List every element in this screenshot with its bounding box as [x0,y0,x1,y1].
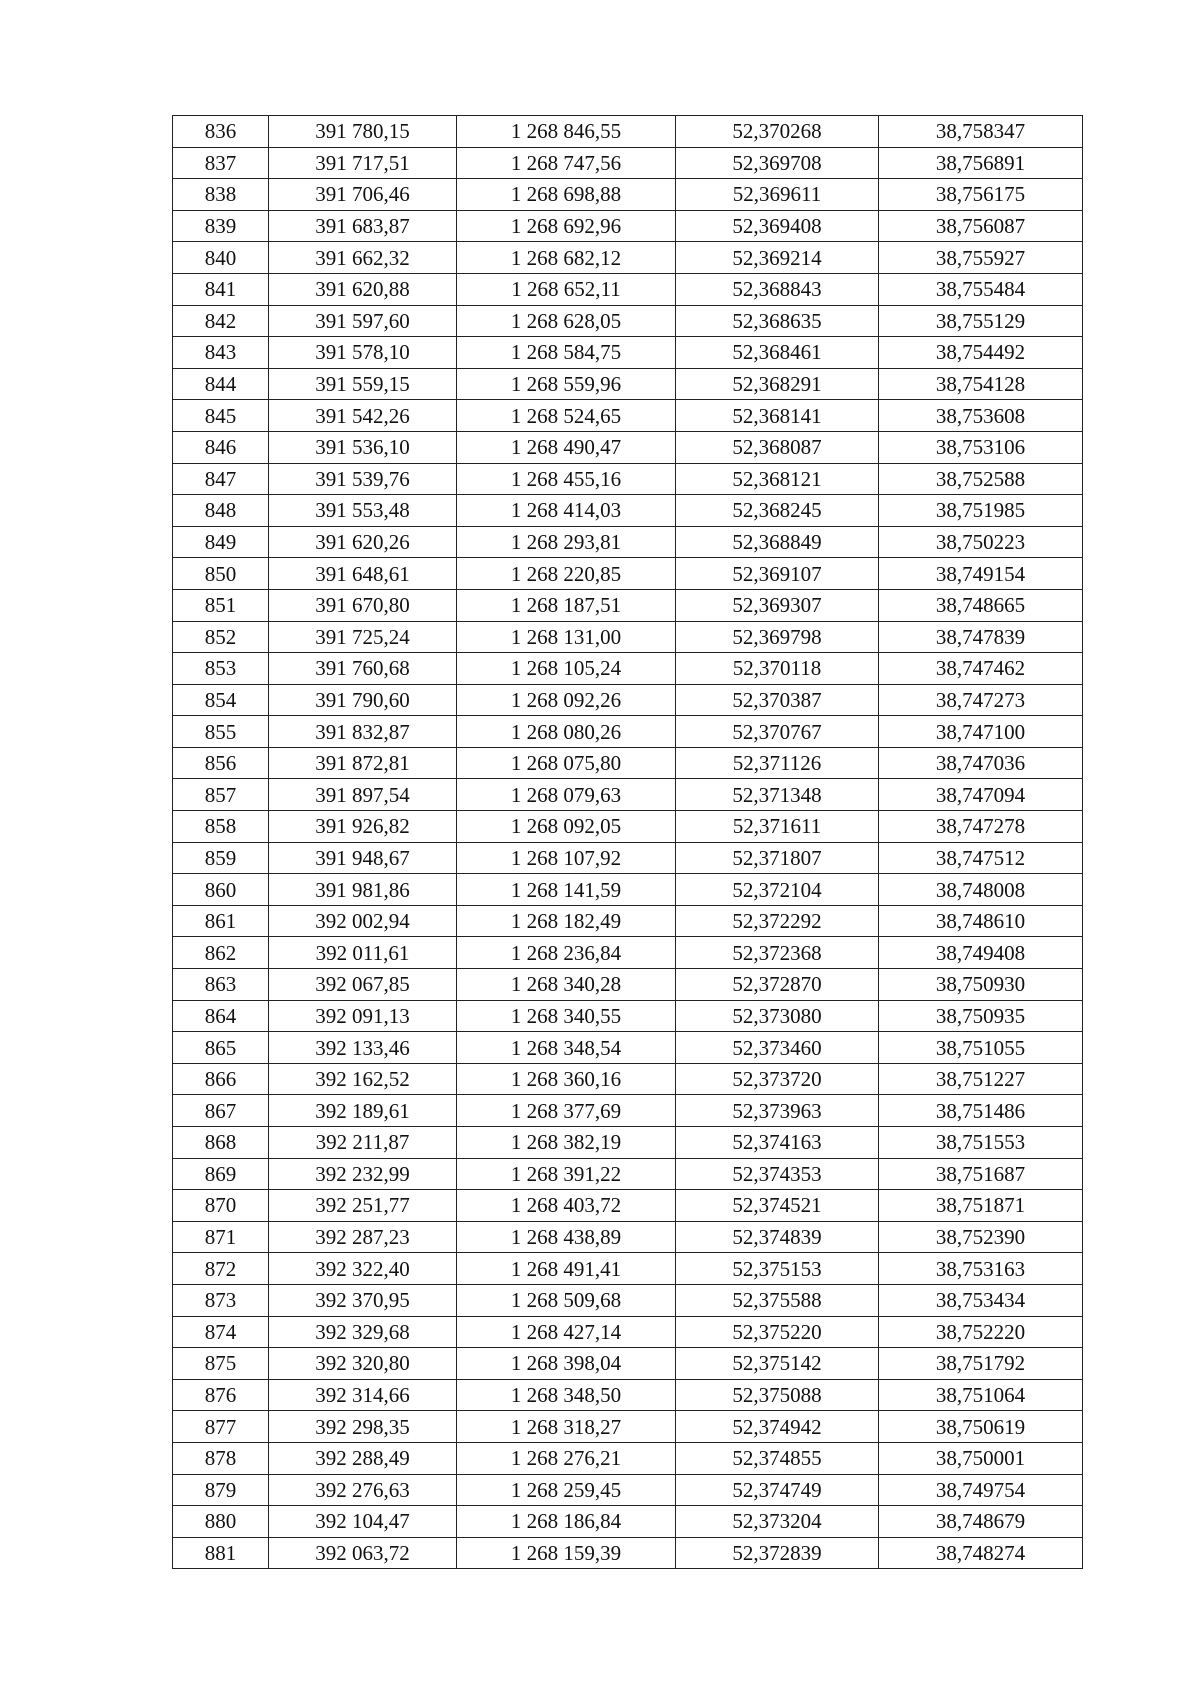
longitude-cell: 38,756175 [879,179,1083,211]
y-coordinate-cell: 1 268 348,50 [457,1379,676,1411]
table-row [173,337,1083,369]
y-coordinate-cell: 1 268 438,89 [457,1221,676,1253]
x-coordinate-cell: 391 926,82 [269,811,457,843]
y-coordinate-cell: 1 268 398,04 [457,1348,676,1380]
latitude-cell: 52,369214 [676,242,879,274]
point-number-cell: 842 [173,305,269,337]
x-coordinate-cell: 392 063,72 [269,1537,457,1569]
longitude-cell: 38,751486 [879,1095,1083,1127]
point-number-cell: 848 [173,495,269,527]
point-number-cell: 839 [173,210,269,242]
x-coordinate-cell: 391 790,60 [269,684,457,716]
x-coordinate-cell: 392 370,95 [269,1284,457,1316]
point-number-cell: 837 [173,147,269,179]
point-number-cell: 867 [173,1095,269,1127]
y-coordinate-cell: 1 268 747,56 [457,147,676,179]
table-row [173,621,1083,653]
longitude-cell: 38,750930 [879,969,1083,1001]
x-coordinate-cell: 392 288,49 [269,1442,457,1474]
y-coordinate-cell: 1 268 360,16 [457,1063,676,1095]
y-coordinate-cell: 1 268 455,16 [457,463,676,495]
y-coordinate-cell: 1 268 682,12 [457,242,676,274]
table-row [173,558,1083,590]
table-row [173,874,1083,906]
latitude-cell: 52,373720 [676,1063,879,1095]
table-row [173,1000,1083,1032]
longitude-cell: 38,752220 [879,1316,1083,1348]
point-number-cell: 850 [173,558,269,590]
x-coordinate-cell: 392 002,94 [269,905,457,937]
latitude-cell: 52,370268 [676,116,879,148]
y-coordinate-cell: 1 268 584,75 [457,337,676,369]
latitude-cell: 52,368635 [676,305,879,337]
x-coordinate-cell: 392 133,46 [269,1032,457,1064]
x-coordinate-cell: 392 276,63 [269,1474,457,1506]
longitude-cell: 38,747273 [879,684,1083,716]
latitude-cell: 52,370387 [676,684,879,716]
y-coordinate-cell: 1 268 340,55 [457,1000,676,1032]
longitude-cell: 38,751227 [879,1063,1083,1095]
y-coordinate-cell: 1 268 559,96 [457,368,676,400]
point-number-cell: 870 [173,1190,269,1222]
y-coordinate-cell: 1 268 159,39 [457,1537,676,1569]
y-coordinate-cell: 1 268 293,81 [457,526,676,558]
table-row [173,747,1083,779]
latitude-cell: 52,371807 [676,842,879,874]
y-coordinate-cell: 1 268 382,19 [457,1127,676,1159]
table-row [173,463,1083,495]
point-number-cell: 869 [173,1158,269,1190]
point-number-cell: 878 [173,1442,269,1474]
latitude-cell: 52,374942 [676,1411,879,1443]
point-number-cell: 853 [173,653,269,685]
y-coordinate-cell: 1 268 490,47 [457,431,676,463]
table-row [173,147,1083,179]
y-coordinate-cell: 1 268 276,21 [457,1442,676,1474]
latitude-cell: 52,368843 [676,273,879,305]
longitude-cell: 38,753608 [879,400,1083,432]
latitude-cell: 52,373963 [676,1095,879,1127]
y-coordinate-cell: 1 268 236,84 [457,937,676,969]
longitude-cell: 38,750001 [879,1442,1083,1474]
x-coordinate-cell: 391 536,10 [269,431,457,463]
table-row [173,1063,1083,1095]
latitude-cell: 52,372870 [676,969,879,1001]
x-coordinate-cell: 391 725,24 [269,621,457,653]
table-row [173,1095,1083,1127]
longitude-cell: 38,747100 [879,716,1083,748]
table-row [173,273,1083,305]
longitude-cell: 38,749154 [879,558,1083,590]
longitude-cell: 38,748679 [879,1506,1083,1538]
point-number-cell: 865 [173,1032,269,1064]
longitude-cell: 38,751553 [879,1127,1083,1159]
x-coordinate-cell: 391 542,26 [269,400,457,432]
point-number-cell: 880 [173,1506,269,1538]
table-row [173,431,1083,463]
point-number-cell: 840 [173,242,269,274]
table-row [173,1158,1083,1190]
longitude-cell: 38,751064 [879,1379,1083,1411]
table-row [173,210,1083,242]
x-coordinate-cell: 392 314,66 [269,1379,457,1411]
x-coordinate-cell: 391 648,61 [269,558,457,590]
y-coordinate-cell: 1 268 403,72 [457,1190,676,1222]
latitude-cell: 52,368245 [676,495,879,527]
latitude-cell: 52,375088 [676,1379,879,1411]
latitude-cell: 52,368121 [676,463,879,495]
y-coordinate-cell: 1 268 377,69 [457,1095,676,1127]
x-coordinate-cell: 391 662,32 [269,242,457,274]
latitude-cell: 52,374521 [676,1190,879,1222]
longitude-cell: 38,758347 [879,116,1083,148]
point-number-cell: 845 [173,400,269,432]
point-number-cell: 875 [173,1348,269,1380]
latitude-cell: 52,368087 [676,431,879,463]
table-row [173,526,1083,558]
y-coordinate-cell: 1 268 131,00 [457,621,676,653]
point-number-cell: 841 [173,273,269,305]
x-coordinate-cell: 391 706,46 [269,179,457,211]
table-row [173,1442,1083,1474]
longitude-cell: 38,747462 [879,653,1083,685]
point-number-cell: 846 [173,431,269,463]
latitude-cell: 52,375142 [676,1348,879,1380]
latitude-cell: 52,373204 [676,1506,879,1538]
point-number-cell: 873 [173,1284,269,1316]
x-coordinate-cell: 392 232,99 [269,1158,457,1190]
table-row [173,1348,1083,1380]
x-coordinate-cell: 391 670,80 [269,589,457,621]
x-coordinate-cell: 391 948,67 [269,842,457,874]
latitude-cell: 52,375153 [676,1253,879,1285]
x-coordinate-cell: 391 897,54 [269,779,457,811]
x-coordinate-cell: 392 298,35 [269,1411,457,1443]
y-coordinate-cell: 1 268 220,85 [457,558,676,590]
longitude-cell: 38,747839 [879,621,1083,653]
point-number-cell: 861 [173,905,269,937]
point-number-cell: 838 [173,179,269,211]
point-number-cell: 881 [173,1537,269,1569]
latitude-cell: 52,374839 [676,1221,879,1253]
table-row [173,1221,1083,1253]
latitude-cell: 52,369708 [676,147,879,179]
y-coordinate-cell: 1 268 092,05 [457,811,676,843]
table-row [173,1032,1083,1064]
latitude-cell: 52,374353 [676,1158,879,1190]
point-number-cell: 862 [173,937,269,969]
point-number-cell: 856 [173,747,269,779]
longitude-cell: 38,753434 [879,1284,1083,1316]
table-row [173,779,1083,811]
table-row [173,684,1083,716]
y-coordinate-cell: 1 268 692,96 [457,210,676,242]
x-coordinate-cell: 391 717,51 [269,147,457,179]
point-number-cell: 836 [173,116,269,148]
table-row [173,400,1083,432]
y-coordinate-cell: 1 268 340,28 [457,969,676,1001]
longitude-cell: 38,747036 [879,747,1083,779]
point-number-cell: 874 [173,1316,269,1348]
longitude-cell: 38,748274 [879,1537,1083,1569]
longitude-cell: 38,751985 [879,495,1083,527]
y-coordinate-cell: 1 268 141,59 [457,874,676,906]
longitude-cell: 38,754492 [879,337,1083,369]
latitude-cell: 52,371611 [676,811,879,843]
x-coordinate-cell: 392 104,47 [269,1506,457,1538]
y-coordinate-cell: 1 268 427,14 [457,1316,676,1348]
point-number-cell: 858 [173,811,269,843]
x-coordinate-cell: 391 539,76 [269,463,457,495]
table-row [173,1284,1083,1316]
table-row [173,842,1083,874]
longitude-cell: 38,749408 [879,937,1083,969]
table-row [173,905,1083,937]
x-coordinate-cell: 391 872,81 [269,747,457,779]
x-coordinate-cell: 392 287,23 [269,1221,457,1253]
longitude-cell: 38,756891 [879,147,1083,179]
table-row [173,116,1083,148]
latitude-cell: 52,370118 [676,653,879,685]
x-coordinate-cell: 392 251,77 [269,1190,457,1222]
x-coordinate-cell: 391 760,68 [269,653,457,685]
longitude-cell: 38,747278 [879,811,1083,843]
table-row [173,179,1083,211]
y-coordinate-cell: 1 268 318,27 [457,1411,676,1443]
latitude-cell: 52,373460 [676,1032,879,1064]
y-coordinate-cell: 1 268 186,84 [457,1506,676,1538]
table-row [173,1379,1083,1411]
y-coordinate-cell: 1 268 846,55 [457,116,676,148]
x-coordinate-cell: 392 320,80 [269,1348,457,1380]
point-number-cell: 866 [173,1063,269,1095]
point-number-cell: 863 [173,969,269,1001]
longitude-cell: 38,755129 [879,305,1083,337]
y-coordinate-cell: 1 268 509,68 [457,1284,676,1316]
latitude-cell: 52,368291 [676,368,879,400]
table-row [173,1253,1083,1285]
x-coordinate-cell: 392 162,52 [269,1063,457,1095]
latitude-cell: 52,372839 [676,1537,879,1569]
latitude-cell: 52,372368 [676,937,879,969]
longitude-cell: 38,748008 [879,874,1083,906]
x-coordinate-cell: 392 091,13 [269,1000,457,1032]
coordinates-table [172,115,1083,1569]
x-coordinate-cell: 391 620,88 [269,273,457,305]
table-row [173,716,1083,748]
point-number-cell: 857 [173,779,269,811]
x-coordinate-cell: 391 597,60 [269,305,457,337]
x-coordinate-cell: 391 578,10 [269,337,457,369]
x-coordinate-cell: 391 683,87 [269,210,457,242]
table-row [173,589,1083,621]
x-coordinate-cell: 391 981,86 [269,874,457,906]
y-coordinate-cell: 1 268 092,26 [457,684,676,716]
point-number-cell: 844 [173,368,269,400]
point-number-cell: 847 [173,463,269,495]
y-coordinate-cell: 1 268 075,80 [457,747,676,779]
point-number-cell: 879 [173,1474,269,1506]
longitude-cell: 38,751871 [879,1190,1083,1222]
longitude-cell: 38,748610 [879,905,1083,937]
longitude-cell: 38,751792 [879,1348,1083,1380]
table-row [173,1537,1083,1569]
point-number-cell: 851 [173,589,269,621]
x-coordinate-cell: 392 322,40 [269,1253,457,1285]
latitude-cell: 52,369107 [676,558,879,590]
latitude-cell: 52,370767 [676,716,879,748]
latitude-cell: 52,372292 [676,905,879,937]
latitude-cell: 52,374163 [676,1127,879,1159]
y-coordinate-cell: 1 268 628,05 [457,305,676,337]
longitude-cell: 38,756087 [879,210,1083,242]
point-number-cell: 860 [173,874,269,906]
y-coordinate-cell: 1 268 187,51 [457,589,676,621]
y-coordinate-cell: 1 268 391,22 [457,1158,676,1190]
latitude-cell: 52,374855 [676,1442,879,1474]
longitude-cell: 38,754128 [879,368,1083,400]
longitude-cell: 38,755484 [879,273,1083,305]
y-coordinate-cell: 1 268 259,45 [457,1474,676,1506]
latitude-cell: 52,368461 [676,337,879,369]
table-row [173,1506,1083,1538]
x-coordinate-cell: 391 780,15 [269,116,457,148]
point-number-cell: 876 [173,1379,269,1411]
y-coordinate-cell: 1 268 414,03 [457,495,676,527]
x-coordinate-cell: 391 832,87 [269,716,457,748]
longitude-cell: 38,755927 [879,242,1083,274]
longitude-cell: 38,753106 [879,431,1083,463]
latitude-cell: 52,375220 [676,1316,879,1348]
point-number-cell: 868 [173,1127,269,1159]
longitude-cell: 38,749754 [879,1474,1083,1506]
latitude-cell: 52,368849 [676,526,879,558]
x-coordinate-cell: 392 329,68 [269,1316,457,1348]
latitude-cell: 52,368141 [676,400,879,432]
y-coordinate-cell: 1 268 524,65 [457,400,676,432]
latitude-cell: 52,369611 [676,179,879,211]
point-number-cell: 855 [173,716,269,748]
longitude-cell: 38,750223 [879,526,1083,558]
point-number-cell: 877 [173,1411,269,1443]
longitude-cell: 38,751055 [879,1032,1083,1064]
longitude-cell: 38,751687 [879,1158,1083,1190]
table-row [173,1316,1083,1348]
latitude-cell: 52,372104 [676,874,879,906]
longitude-cell: 38,750619 [879,1411,1083,1443]
x-coordinate-cell: 391 553,48 [269,495,457,527]
x-coordinate-cell: 392 211,87 [269,1127,457,1159]
longitude-cell: 38,747094 [879,779,1083,811]
table-row [173,495,1083,527]
longitude-cell: 38,752390 [879,1221,1083,1253]
longitude-cell: 38,750935 [879,1000,1083,1032]
point-number-cell: 852 [173,621,269,653]
table-row [173,1411,1083,1443]
table-row [173,242,1083,274]
y-coordinate-cell: 1 268 079,63 [457,779,676,811]
latitude-cell: 52,369798 [676,621,879,653]
point-number-cell: 872 [173,1253,269,1285]
table-row [173,811,1083,843]
point-number-cell: 871 [173,1221,269,1253]
point-number-cell: 854 [173,684,269,716]
table-row [173,1127,1083,1159]
y-coordinate-cell: 1 268 348,54 [457,1032,676,1064]
longitude-cell: 38,748665 [879,589,1083,621]
x-coordinate-cell: 392 067,85 [269,969,457,1001]
latitude-cell: 52,369408 [676,210,879,242]
x-coordinate-cell: 392 011,61 [269,937,457,969]
latitude-cell: 52,373080 [676,1000,879,1032]
y-coordinate-cell: 1 268 182,49 [457,905,676,937]
coordinates-table-body [173,116,1083,1569]
table-row [173,1190,1083,1222]
table-row [173,969,1083,1001]
point-number-cell: 864 [173,1000,269,1032]
latitude-cell: 52,369307 [676,589,879,621]
latitude-cell: 52,371348 [676,779,879,811]
x-coordinate-cell: 391 559,15 [269,368,457,400]
y-coordinate-cell: 1 268 491,41 [457,1253,676,1285]
y-coordinate-cell: 1 268 105,24 [457,653,676,685]
y-coordinate-cell: 1 268 107,92 [457,842,676,874]
latitude-cell: 52,374749 [676,1474,879,1506]
table-row [173,368,1083,400]
y-coordinate-cell: 1 268 080,26 [457,716,676,748]
point-number-cell: 849 [173,526,269,558]
table-row [173,1474,1083,1506]
table-row [173,305,1083,337]
y-coordinate-cell: 1 268 652,11 [457,273,676,305]
longitude-cell: 38,753163 [879,1253,1083,1285]
point-number-cell: 843 [173,337,269,369]
x-coordinate-cell: 392 189,61 [269,1095,457,1127]
table-row [173,937,1083,969]
x-coordinate-cell: 391 620,26 [269,526,457,558]
latitude-cell: 52,375588 [676,1284,879,1316]
table-row [173,653,1083,685]
longitude-cell: 38,752588 [879,463,1083,495]
latitude-cell: 52,371126 [676,747,879,779]
longitude-cell: 38,747512 [879,842,1083,874]
y-coordinate-cell: 1 268 698,88 [457,179,676,211]
point-number-cell: 859 [173,842,269,874]
